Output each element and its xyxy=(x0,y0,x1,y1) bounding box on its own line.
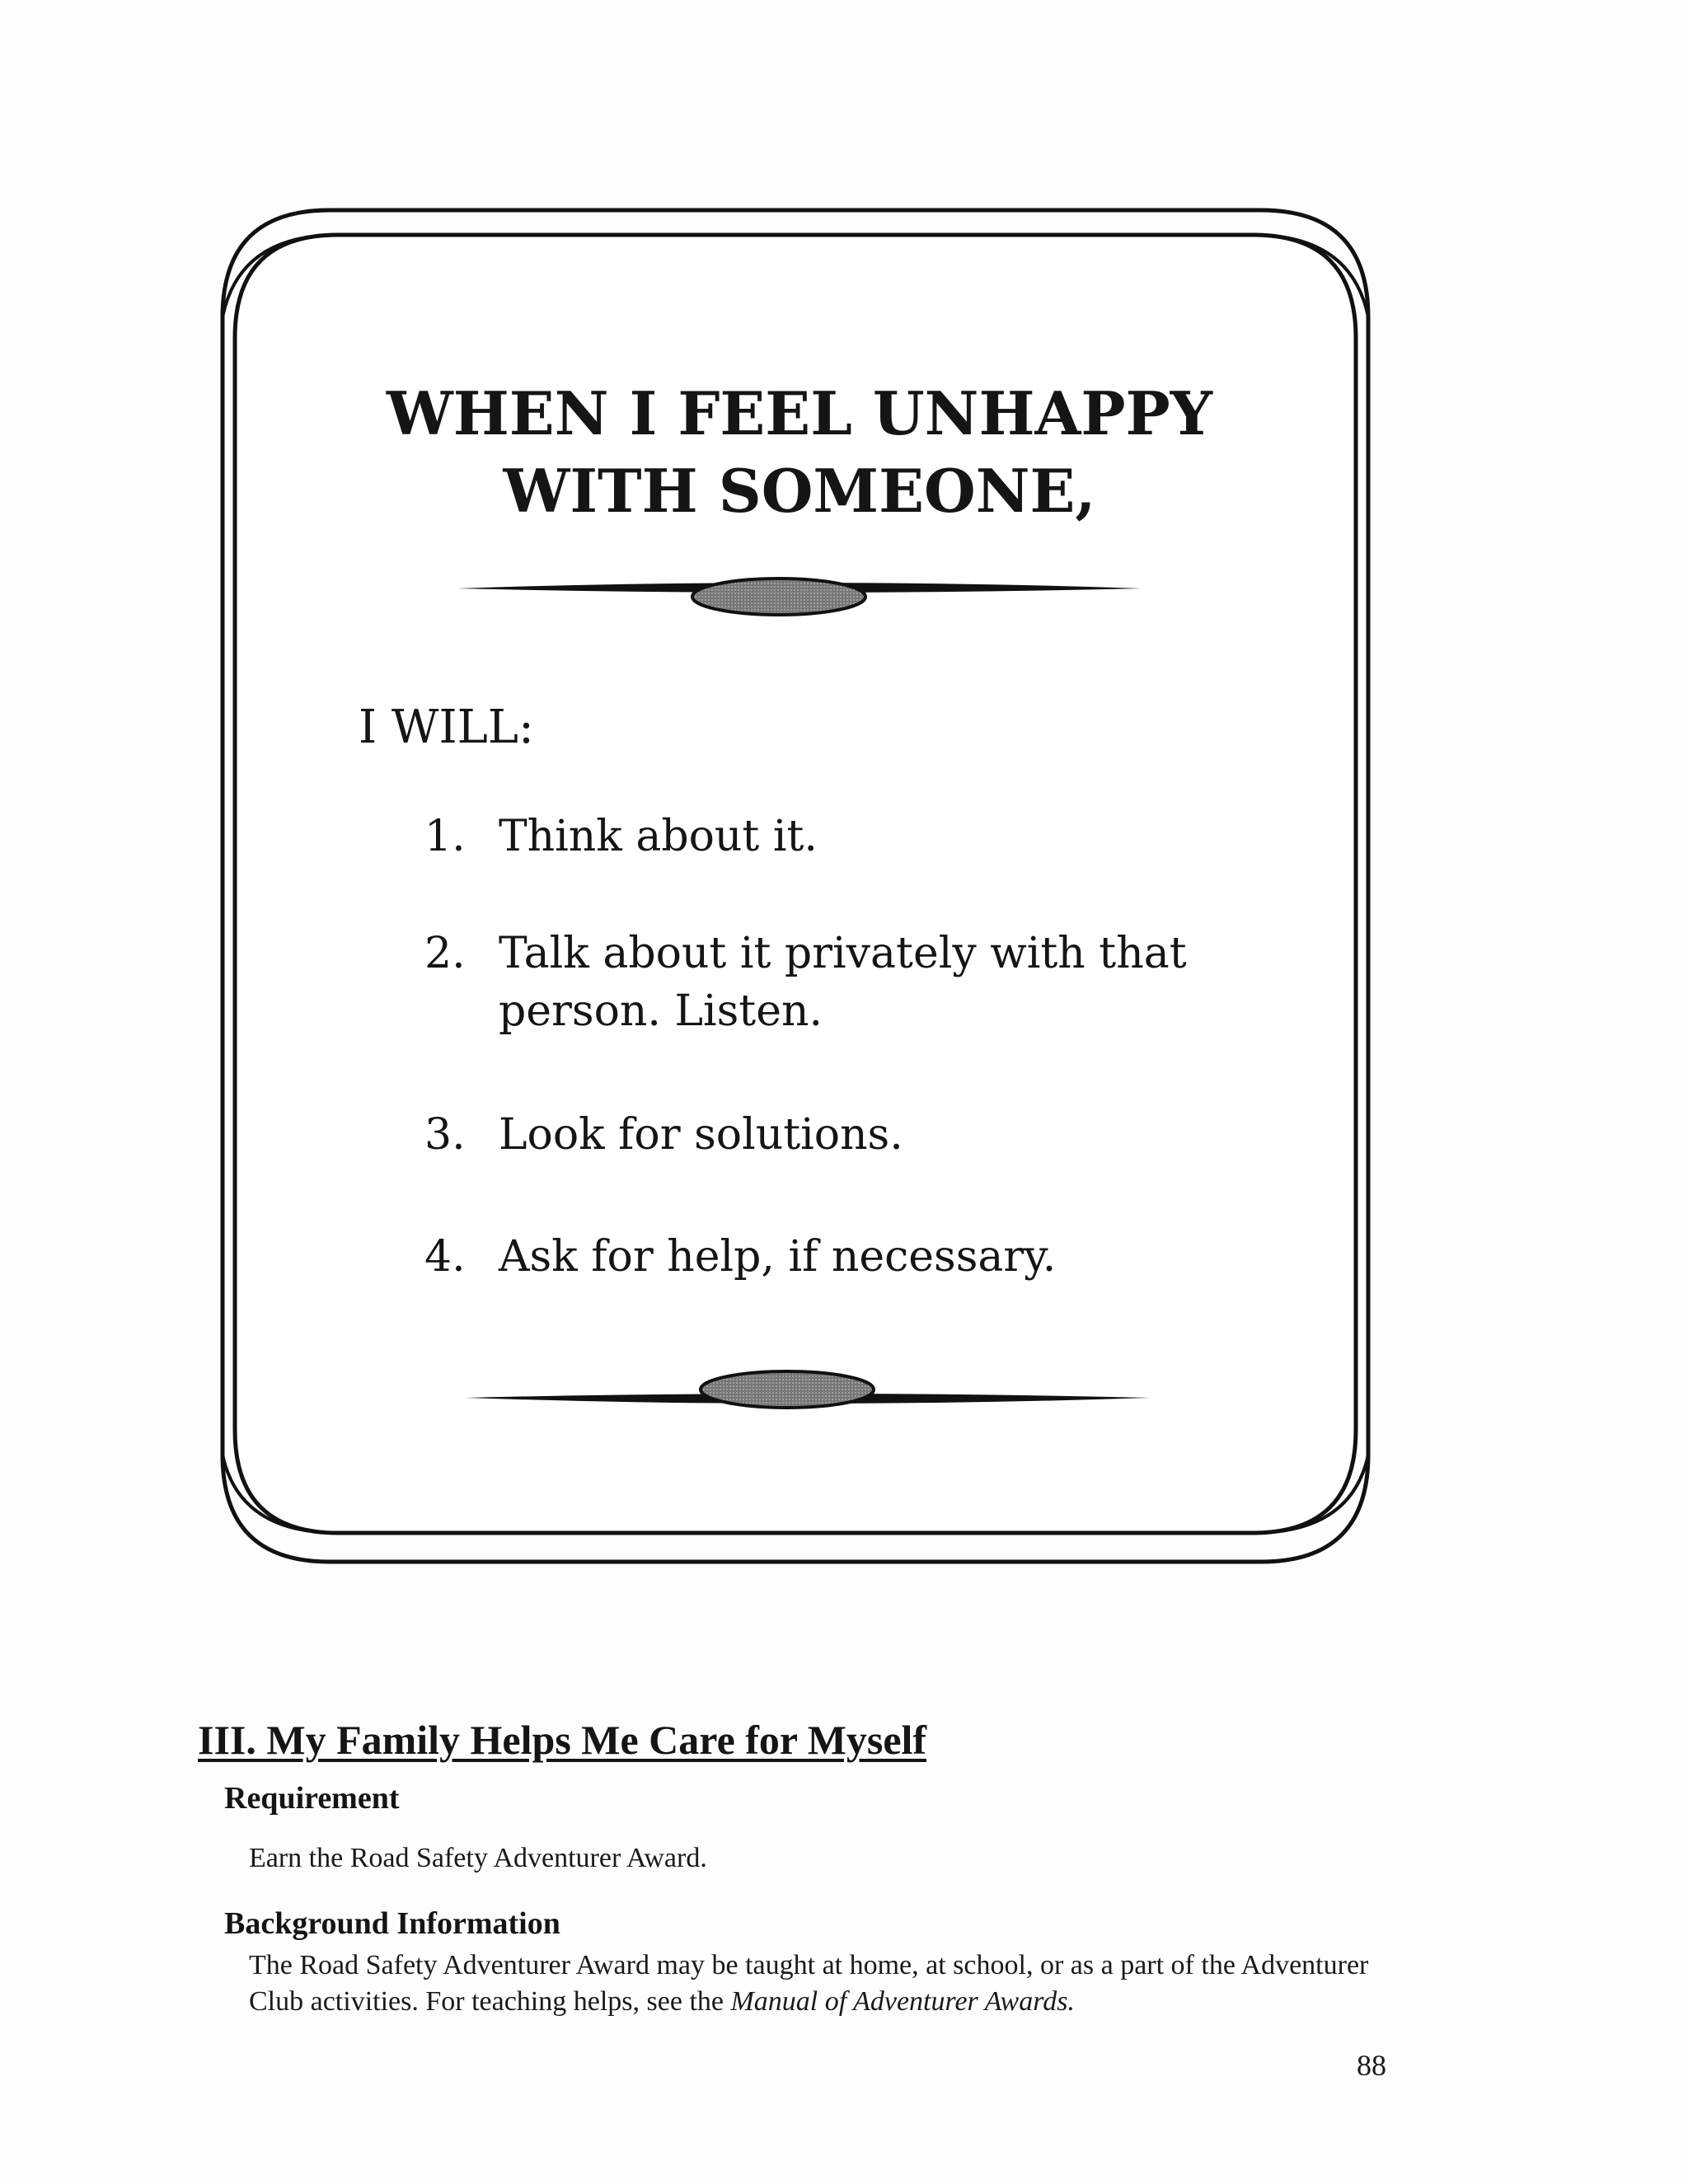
step-text: Ask for help, if necessary. xyxy=(499,1232,1057,1282)
background-text xyxy=(249,1947,1403,2020)
poster-intro: I WILL: xyxy=(359,701,534,754)
background-text-main: The Road Safety Adventurer Award may be taught at home, at school, or as a part of the Adventurer Club activities. For teaching helps, see the xyxy=(249,1950,1369,2017)
page-number: 88 xyxy=(1357,2049,1386,2082)
ornamental-divider-bottom xyxy=(462,1365,1154,1414)
step-number: 4. xyxy=(424,1232,466,1282)
section xyxy=(198,1714,1434,1765)
requirement-text: Earn the Road Safety Adventurer Award. xyxy=(249,1843,707,1873)
step-text: Look for solutions. xyxy=(499,1110,903,1160)
background-text-italic: Manual of Adventurer Awards. xyxy=(730,1986,1075,2017)
list-item xyxy=(424,808,1290,865)
poster-title-line-1: WHEN I FEEL UNHAPPY xyxy=(386,378,1213,448)
poster-title-line-2: WITH SOMEONE, xyxy=(503,456,1096,526)
list-item xyxy=(424,1228,1290,1286)
section-heading: III. My Family Helps Me Care for Myself xyxy=(198,1717,927,1763)
step-text: Think about it. xyxy=(499,812,818,861)
requirement-heading: Requirement xyxy=(224,1781,400,1816)
ornamental-divider-top xyxy=(453,572,1146,621)
list-item xyxy=(424,925,1290,1040)
step-number: 3. xyxy=(424,1110,466,1160)
step-text: Talk about it privately with that person. Listen. xyxy=(499,929,1187,1036)
step-number: 2. xyxy=(424,929,466,978)
background-heading: Background Information xyxy=(224,1906,560,1941)
list-item xyxy=(424,1106,1290,1164)
step-number: 1. xyxy=(424,812,466,861)
poster-title xyxy=(338,375,1261,530)
